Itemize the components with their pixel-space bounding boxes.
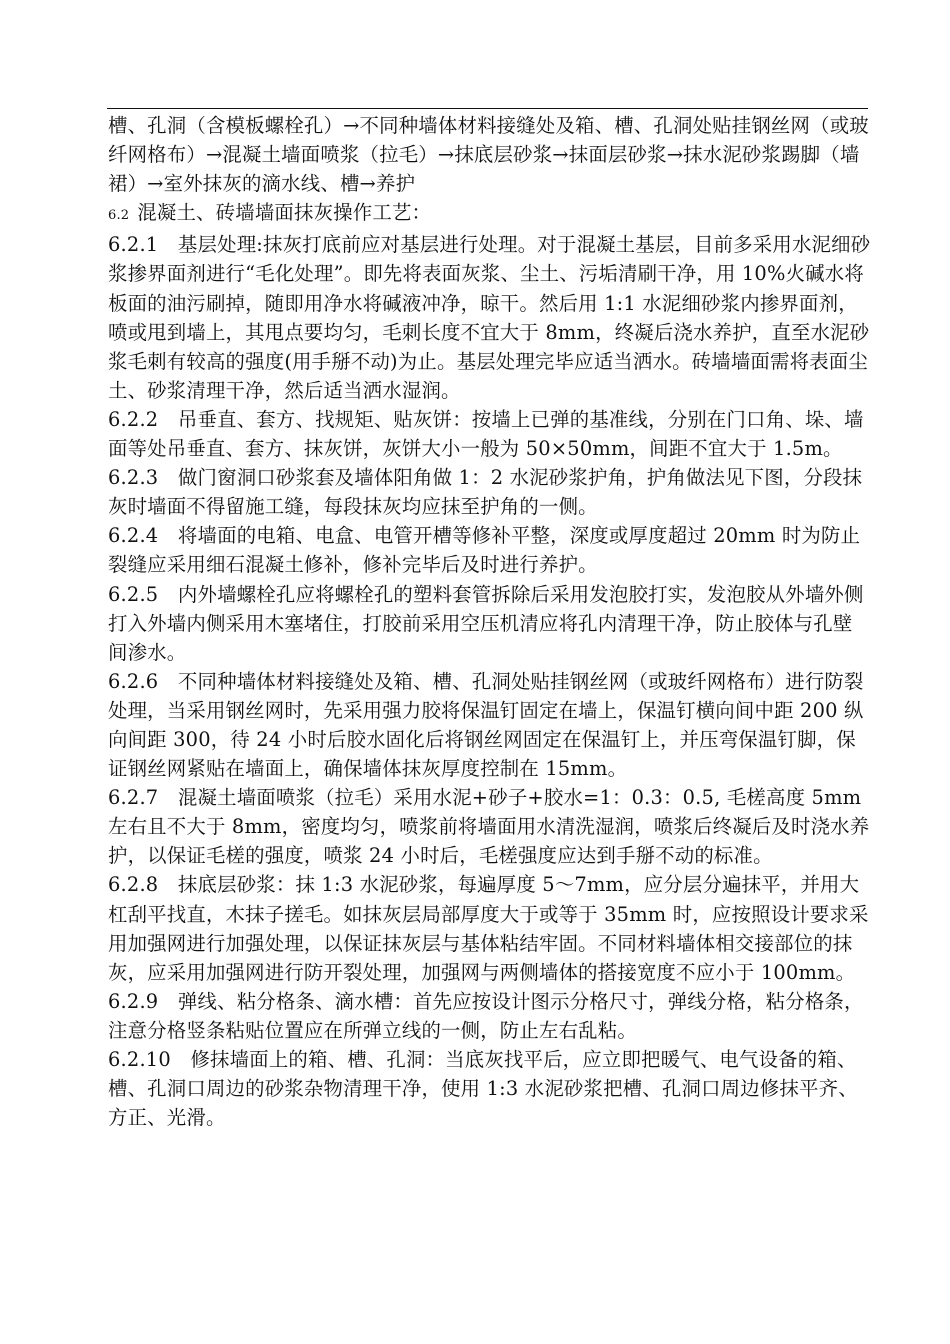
section-number: 6.2: [108, 208, 130, 224]
paragraph-6-2-4: 6.2.4 将墙面的电箱、电盒、电管开槽等修补平整，深度或厚度超过 20mm 时为防止裂缝应采用细石混凝土修补，修补完毕后及时进行养护。: [108, 524, 861, 577]
paragraph-6-2-5: 6.2.5 内外墙螺栓孔应将螺栓孔的塑料套管拆除后采用发泡胶打实，发泡胶从外墙外侧打入外墙内侧采用木塞堵住，打胶前采用空压机清应将孔内清理干净，防止胶体与孔壁间渗水。: [108, 582, 864, 664]
paragraph-6-2-8: 6.2.8 抹底层砂浆：抹 1:3 水泥砂浆，每遍厚度 5～7mm，应分层分遍抹平，并用大杠刮平找直，木抹子搓毛。如抹灰层局部厚度大于或等于 35mm 时，应按照设计要求采用加强网进行加强处理，以保证抹灰层与基体粘结牢固。不同材料墙体相交接部位的抹灰，应采用加强网进行防开裂处理，加强网与两侧墙体的搭接宽度不应小于 100mm。: [108, 873, 869, 984]
paragraph-6-2-2: 6.2.2 吊垂直、套方、找规矩、贴灰饼：按墙上已弹的基准线，分别在门口角、垛、墙面等处吊垂直、套方、抹灰饼，灰饼大小一般为 50×50mm，间距不宜大于 1.5m。: [108, 407, 864, 461]
section-heading: [108, 198, 872, 230]
document-body: [108, 111, 872, 1132]
paragraph-6-2-3: 6.2.3 做门窗洞口砂浆套及墙体阳角做 1：2 水泥砂浆护角，护角做法见下图，分段抹灰时墙面不得留施工缝，每段抹灰均应抹至护角的一侧。: [108, 466, 863, 519]
intro-paragraph: 槽、孔洞（含模板螺栓孔）→不同种墙体材料接缝处及箱、槽、孔洞处贴挂钢丝网（或玻纤网格布）→混凝土墙面喷浆（拉毛）→抹底层砂浆→抹面层砂浆→抹水泥砂浆踢脚（墙裙）→室外抹灰的滴水线、槽→养护: [108, 114, 869, 196]
header-rule: [107, 108, 868, 109]
paragraph-6-2-1: 6.2.1 基层处理:抹灰打底前应对基层进行处理。对于混凝土基层，目前多采用水泥细砂浆掺界面剂进行“毛化处理”。即先将表面灰浆、尘土、污垢清刷干净，用 10%火碱水将板面的油污刷掉，随即用净水将碱液冲净，晾干。然后用 1:1 水泥细砂浆内掺界面剂，喷或甩到墙上，其甩点要均匀，毛刺长度不宜大于 8mm，终凝后浇水养护，直至水泥砂浆毛刺有较高的强度(用手掰不动)为止。基层处理完毕应适当洒水。砖墙墙面需将表面尘土、砂浆清理干净，然后适当洒水湿润。: [108, 233, 871, 402]
paragraph-6-2-7: 6.2.7 混凝土墙面喷浆（拉毛）采用水泥+砂子+胶水=1：0.3：0.5, 毛槎高度 5mm 左右且不大于 8mm，密度均匀，喷浆前将墙面用水清洗湿润，喷浆后终凝后及时浇水养护，以保证毛槎的强度，喷浆 24 小时后，毛槎强度应达到手掰不动的标准。: [108, 786, 870, 868]
paragraph-6-2-9: 6.2.9 弹线、粘分格条、滴水槽：首先应按设计图示分格尺寸，弹线分格，粘分格条，注意分格竖条粘贴位置应在所弹立线的一侧，防止左右乱粘。: [108, 989, 864, 1042]
paragraph-6-2-10: 6.2.10 修抹墙面上的箱、槽、孔洞：当底灰找平后，应立即把暖气、电气设备的箱、槽、孔洞口周边的砂浆杂物清理干净，使用 1:3 水泥砂浆把槽、孔洞口周边修抹平齐、方正、光滑。: [108, 1048, 858, 1130]
section-title: 混凝土、砖墙墙面抹灰操作工艺：: [137, 201, 432, 225]
paragraph-6-2-6: 6.2.6 不同种墙体材料接缝处及箱、槽、孔洞处贴挂钢丝网（或玻纤网格布）进行防裂处理，当采用钢丝网时，先采用强力胶将保温钉固定在墙上，保温钉横向间中距 200 纵向间距 300，待 24 小时后胶水固化后将钢丝网固定在保温钉上，并压弯保温钉脚，保证钢丝网紧贴在墙面上，确保墙体抹灰厚度控制在 15mm。: [108, 669, 864, 781]
